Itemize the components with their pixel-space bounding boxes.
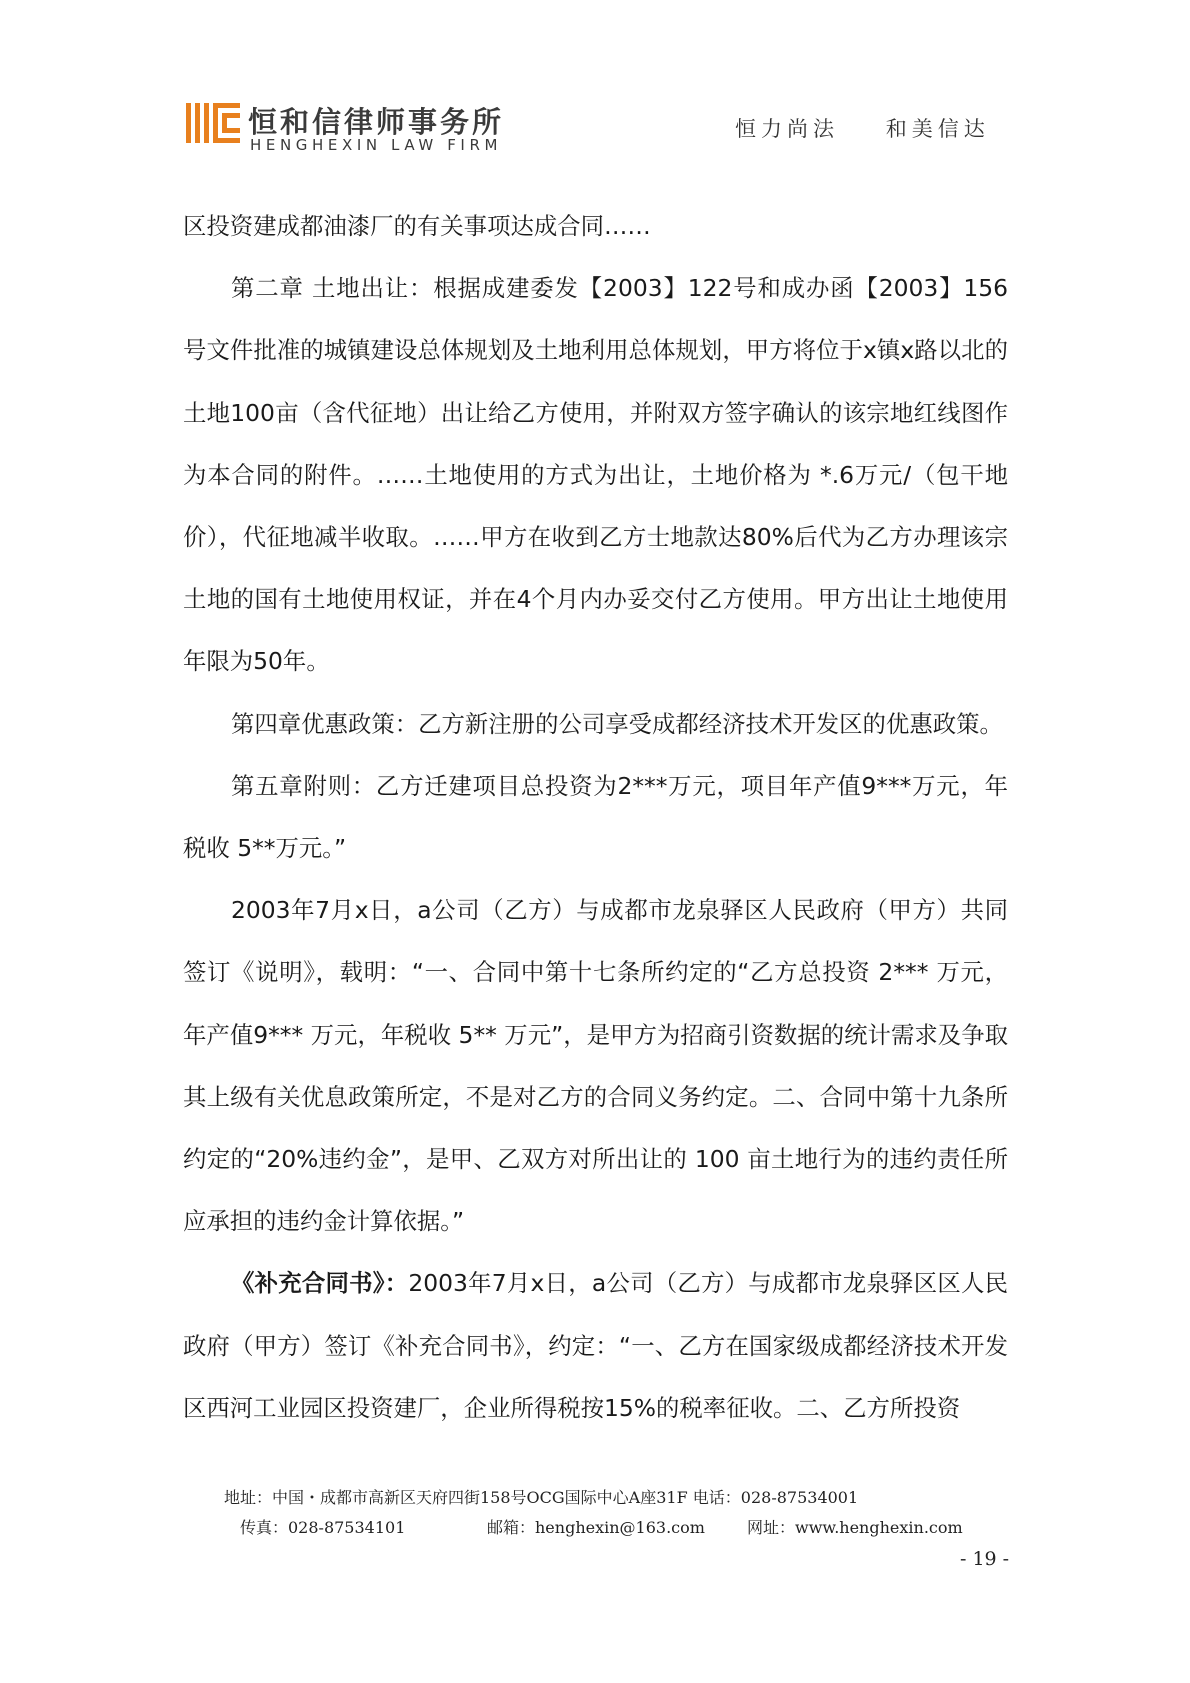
paragraph-heading: 《补充合同书》：: [231, 1269, 409, 1298]
firm-name-cn: 恒和信律师事务所: [248, 105, 505, 139]
paragraph: 第四章优惠政策：乙方新注册的公司享受成都经济技术开发区的优惠政策。: [231, 709, 1003, 738]
page-header: [0, 0, 1190, 170]
firm-logo-icon: [186, 103, 240, 143]
firm-slogan: 恒力尚法 和美信达: [735, 117, 990, 141]
footer-address-phone: 地址：中国・成都市高新区天府四街158号OCG国际中心A座31F 电话：028-87534001: [224, 1488, 859, 1507]
footer-fax: 传真：028-87534101: [240, 1518, 406, 1537]
footer-email: 邮箱：henghexin@163.com: [487, 1518, 705, 1537]
footer-website: 网址：www.henghexin.com: [747, 1518, 963, 1537]
firm-name-en: HENGHEXIN LAW FIRM: [250, 136, 503, 154]
paragraph: 第二章 土地出让：根据成建委发【2003】122号和成办函【2003】156号文件批准的城镇建设总体规划及土地利用总体规划，甲方将位于x镇x路以北的土地100亩（含代征地）出让给乙方使用，并附双方签字确认的该宗地红线图作为本合同的附件。……土地使用的方式为出让，土地价格为 *.6万元/（包干地价），代征地减半收取。……甲方在收到乙方士地款达80%后代为乙方办理该宗土地的国有土地使用权证，并在4个月内办妥交付乙方使用。甲方出让土地使用年限为50年。: [183, 274, 1008, 676]
page-number: - 19 -: [960, 1548, 1010, 1570]
paragraph-text: 2003年7月x日，a公司（乙方）与成都市龙泉驿区区人民政府（甲方）签订《补充合同书》，约定：“一、乙方在国家级成都经济技术开发区西河工业园区投资建厂，企业所得税按15%的税率征收。二、乙方所投资: [183, 1269, 1008, 1422]
paragraph: 区投资建成都油漆厂的有关事项达成合同……: [183, 212, 651, 240]
document-body: [183, 195, 1008, 1439]
paragraph: 2003年7月x日，a公司（乙方）与成都市龙泉驿区人民政府（甲方）共同签订《说明》，载明：“一、合同中第十七条所约定的“乙方总投资 2*** 万元，年产值9*** 万元，年税收 5** 万元”，是甲方为招商引资数据的统计需求及争取其上级有关优息政策所定，不是对乙方的合同义务约定。二、合同中第十九条所约定的“20%违约金”，是甲、乙双方对所出让的 100 亩土地行为的违约责任所应承担的违约金计算依据。”: [183, 896, 1008, 1236]
paragraph: [183, 1252, 1008, 1439]
paragraph: 第五章附则：乙方迁建项目总投资为2***万元，项目年产值9***万元，年税收 5**万元。”: [183, 771, 1008, 863]
